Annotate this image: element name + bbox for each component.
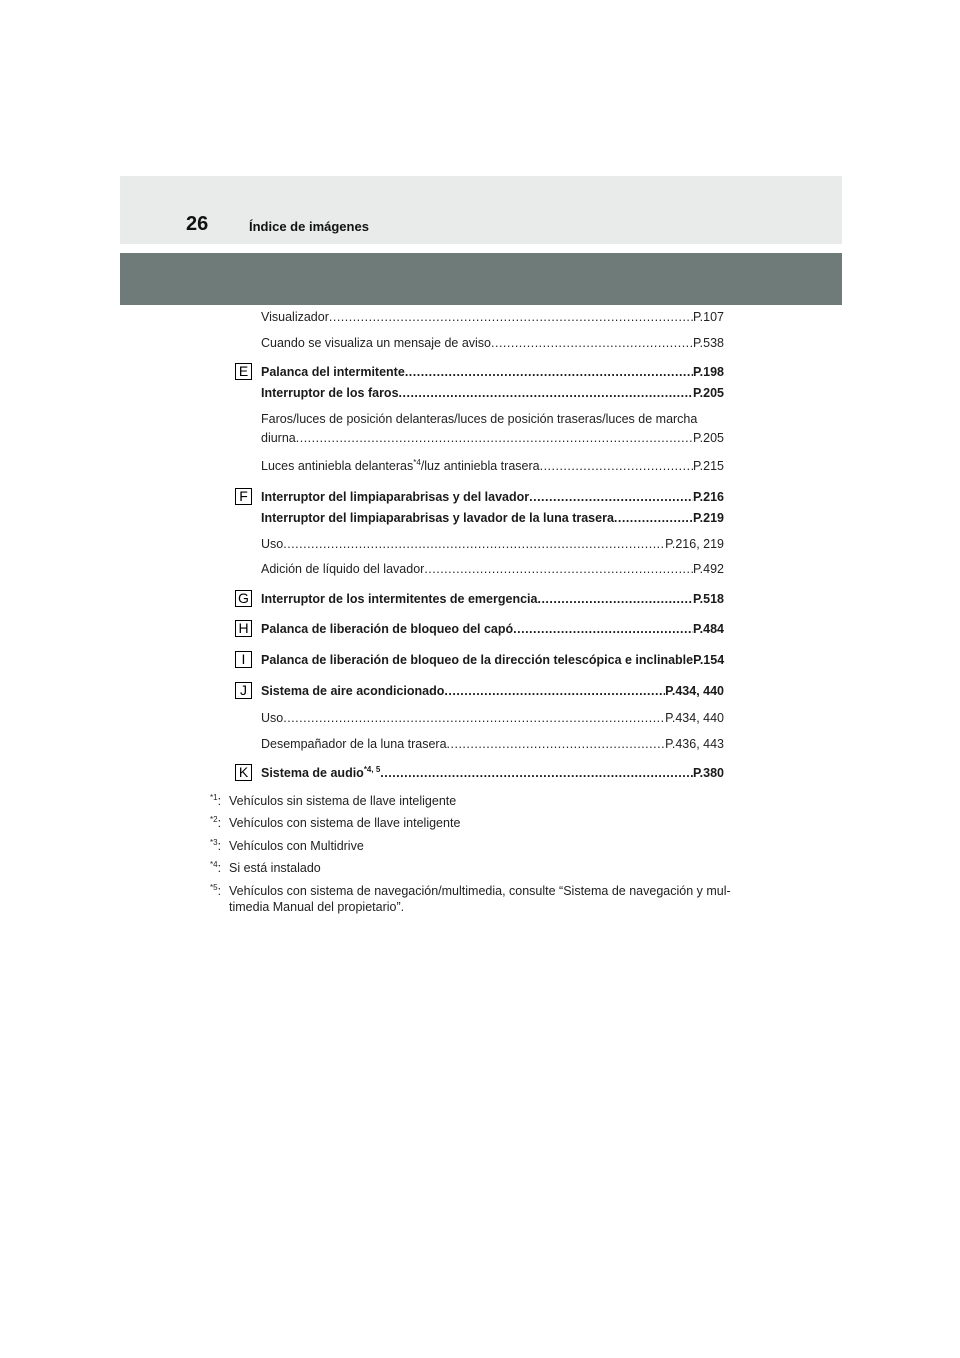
callout-letter-j: J [235, 682, 252, 699]
footnote-2 [210, 812, 460, 831]
index-entry-limpiaparabrisas[interactable] [261, 490, 724, 505]
leader-dots [444, 684, 665, 699]
entry-label: Visualizador [261, 310, 329, 324]
entry-label: Palanca de liberación de bloqueo del capó [261, 622, 514, 636]
entry-page-ref: P.538 [692, 336, 724, 350]
entry-label: Palanca del intermitente [261, 365, 405, 379]
index-entry-uso-limpia[interactable] [261, 537, 724, 552]
footnote-3 [210, 835, 364, 854]
entry-label: Sistema de aire acondicionado [261, 684, 445, 698]
entry-label: Sistema de audio$^{*4, 5}$ [261, 764, 381, 780]
footnote-ref: *4, 5 [363, 764, 381, 774]
callout-letter-i: I [235, 651, 252, 668]
entry-page-ref: P.518 [692, 592, 724, 606]
entry-label-line1: Faros/luces de posición delanteras/luces de posición traseras/luces de marcha [261, 412, 698, 426]
index-entry-liquido-lavador[interactable] [261, 562, 724, 577]
entry-label: Adición de líquido del lavador [261, 562, 425, 576]
footnote-4 [210, 857, 321, 876]
entry-label: Palanca de liberación de bloqueo de la dirección telescópica e inclinable [261, 653, 694, 667]
entry-page-ref: P.436, 443 [665, 737, 724, 751]
entry-page-ref: P.107 [692, 310, 724, 324]
index-entry-desempanador[interactable] [261, 737, 724, 752]
leader-dots [283, 537, 665, 552]
footnote-5 [210, 880, 731, 899]
entry-page-ref: P.434, 440 [665, 711, 724, 725]
entry-label: Interruptor del limpiaparabrisas y del lavador [261, 490, 530, 504]
footnote-text: Si está instalado [229, 861, 321, 876]
leader-dots [491, 336, 693, 351]
footnote-text: Vehículos con sistema de llave inteligente [229, 816, 461, 831]
entry-page-ref: P.205 [692, 386, 724, 400]
footnote-mark: $^{*3}$: [210, 838, 222, 854]
index-entry-antiniebla[interactable] [261, 459, 724, 474]
section-title: Índice de imágenes [249, 219, 369, 234]
leader-dots [529, 490, 693, 505]
entry-page-ref: P.484 [692, 622, 724, 636]
entry-label: Interruptor de los faros [261, 386, 399, 400]
entry-label: Uso [261, 711, 284, 725]
entry-page-ref: P.154 [693, 653, 725, 667]
index-entry-visualizador[interactable] [261, 310, 724, 325]
entry-label: Desempañador de la luna trasera [261, 737, 447, 751]
entry-page-ref: P.198 [692, 365, 724, 379]
footnote-1 [210, 790, 456, 809]
header-bar [120, 176, 842, 244]
callout-letter-g: G [235, 590, 252, 607]
leader-dots [405, 365, 693, 380]
footnote-mark: $^{*1}$: [210, 793, 222, 809]
leader-dots [329, 310, 693, 325]
index-entry-intermitentes-emergencia[interactable] [261, 592, 724, 607]
entry-label: Interruptor del limpiaparabrisas y lavador de la luna trasera [261, 511, 614, 525]
footnote-ref: *4 [413, 457, 421, 467]
entry-page-ref: P.380 [692, 766, 724, 780]
index-entry-bloqueo-capo[interactable] [261, 622, 724, 637]
footnote-text: Vehículos con Multidrive [229, 839, 364, 854]
leader-dots [537, 592, 692, 607]
footnote-5-line2: timedia Manual del propietario”. [229, 900, 405, 914]
index-entry-faros-posicion[interactable] [261, 431, 724, 446]
index-entry-palanca-intermitente[interactable] [261, 365, 724, 380]
entry-label: Interruptor de los intermitentes de emergencia [261, 592, 538, 606]
leader-dots [513, 622, 693, 637]
leader-dots [614, 511, 693, 526]
page-number: 26 [186, 213, 209, 235]
entry-label: Luces antiniebla delanteras$^{*4}$/luz antiniebla trasera [261, 457, 540, 473]
entry-page-ref: P.434, 440 [665, 684, 724, 698]
callout-letter-f: F [235, 488, 252, 505]
footnote-mark: $^{*4}$: [210, 860, 222, 876]
entry-label: Uso [261, 537, 284, 551]
entry-label: Cuando se visualiza un mensaje de aviso [261, 336, 491, 350]
leader-dots [296, 431, 693, 446]
leader-dots [540, 459, 693, 474]
leader-dots [399, 386, 693, 401]
entry-page-ref: P.492 [692, 562, 724, 576]
index-entry-interruptor-faros[interactable] [261, 386, 724, 401]
index-entry-limpiaparabrisas-trasera[interactable] [261, 511, 724, 526]
index-entry-uso-aire[interactable] [261, 711, 724, 726]
entry-page-ref: P.219 [692, 511, 724, 525]
entry-page-ref: P.205 [692, 431, 724, 445]
leader-dots [380, 766, 693, 781]
entry-page-ref: P.216 [692, 490, 724, 504]
entry-label: diurna [261, 431, 296, 445]
footnote-mark: $^{*2}$: [210, 815, 222, 831]
index-entry-direccion-telescopica[interactable] [261, 653, 741, 668]
callout-letter-k: K [235, 764, 252, 781]
index-entry-sistema-audio[interactable] [261, 766, 724, 781]
index-entry-mensaje-aviso[interactable] [261, 336, 724, 351]
callout-letter-h: H [235, 620, 252, 637]
entry-page-ref: P.215 [692, 459, 724, 473]
leader-dots [424, 562, 693, 577]
footnote-text: Vehículos con sistema de navegación/multimedia, consulte “Sistema de navegación y mul- [229, 884, 731, 899]
section-band [120, 253, 842, 305]
leader-dots [283, 711, 665, 726]
callout-letter-e: E [235, 363, 252, 380]
index-entry-aire-acondicionado[interactable] [261, 684, 724, 699]
footnote-text: Vehículos sin sistema de llave inteligente [229, 794, 457, 809]
leader-dots [447, 737, 666, 752]
entry-page-ref: P.216, 219 [665, 537, 724, 551]
footnote-mark: $^{*5}$: [210, 883, 222, 899]
